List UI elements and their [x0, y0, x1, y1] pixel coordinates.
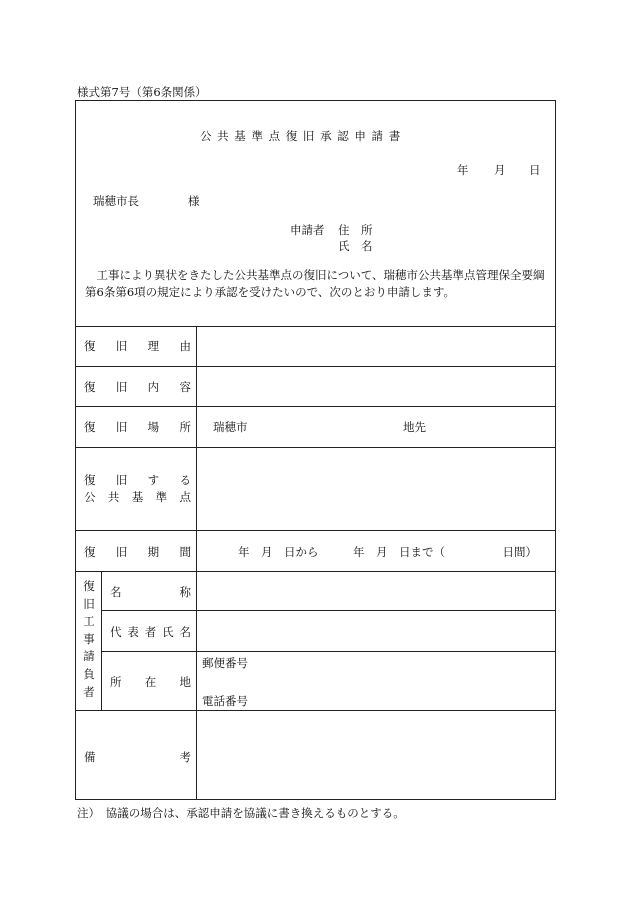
phone-label: 電話番号 [202, 694, 248, 708]
form-frame [75, 100, 556, 800]
body-paragraph: 工事により異状をきたした公共基準点の復旧について、瑞穂市公共基準点管理保全要綱第6条第6項の規定により承認を受けたいので、次のとおり申請します。 [85, 268, 545, 299]
row-divider [101, 651, 556, 652]
row-divider [75, 571, 556, 572]
addressee-honorific: 様 [188, 194, 200, 208]
label-company-address: 所 在 地 [110, 675, 191, 689]
reason-field[interactable] [201, 330, 551, 363]
document-title: 公 共 基 準 点 復 旧 承 認 申 請 書 [200, 129, 402, 143]
label-company-name: 名 称 [110, 585, 191, 599]
period-text: 年 月 日から 年 月 日まで（ 日間） [238, 545, 537, 559]
label-contractor-vertical: 復 旧 工 事 請 負 者 [83, 579, 95, 699]
label-points-line1: 復 旧 す る [84, 473, 191, 487]
row-divider [75, 710, 556, 711]
applicant-address-label: 住 所 [338, 223, 373, 237]
label-representative: 代 表 者 氏 名 [110, 625, 191, 639]
applicant-label: 申請者 [290, 223, 325, 237]
row-divider [75, 326, 556, 327]
column-divider [101, 571, 102, 710]
label-remarks: 備 考 [84, 750, 191, 764]
date-day: 日 [529, 163, 541, 177]
form-number: 様式第7号（第6条関係） [77, 85, 207, 99]
row-divider [75, 447, 556, 448]
row-divider [101, 610, 556, 611]
representative-field[interactable] [201, 614, 551, 647]
label-period: 復 旧 期 間 [84, 545, 191, 559]
date-year: 年 [457, 163, 469, 177]
points-field[interactable] [201, 452, 551, 526]
postal-code-label: 郵便番号 [202, 656, 248, 670]
content-field[interactable] [201, 370, 551, 403]
company-name-field[interactable] [201, 575, 551, 607]
label-reason: 復 旧 理 由 [84, 339, 191, 353]
footnote: 注） 協議の場合は、承認申請を協議に書き換えるものとする。 [77, 806, 405, 820]
column-divider [196, 326, 197, 800]
applicant-name-label: 氏 名 [338, 239, 373, 253]
addressee-name: 瑞穂市長 [93, 194, 139, 208]
location-suffix: 地先 [403, 420, 426, 434]
row-divider [75, 530, 556, 531]
label-points-line2: 公 共 基 準 点 [84, 490, 191, 504]
row-divider [75, 406, 556, 407]
label-content: 復 旧 内 容 [84, 380, 191, 394]
date-month: 月 [494, 163, 506, 177]
location-city: 瑞穂市 [213, 420, 248, 434]
remarks-field[interactable] [201, 714, 551, 796]
label-location: 復 旧 場 所 [84, 420, 191, 434]
row-divider [75, 366, 556, 367]
